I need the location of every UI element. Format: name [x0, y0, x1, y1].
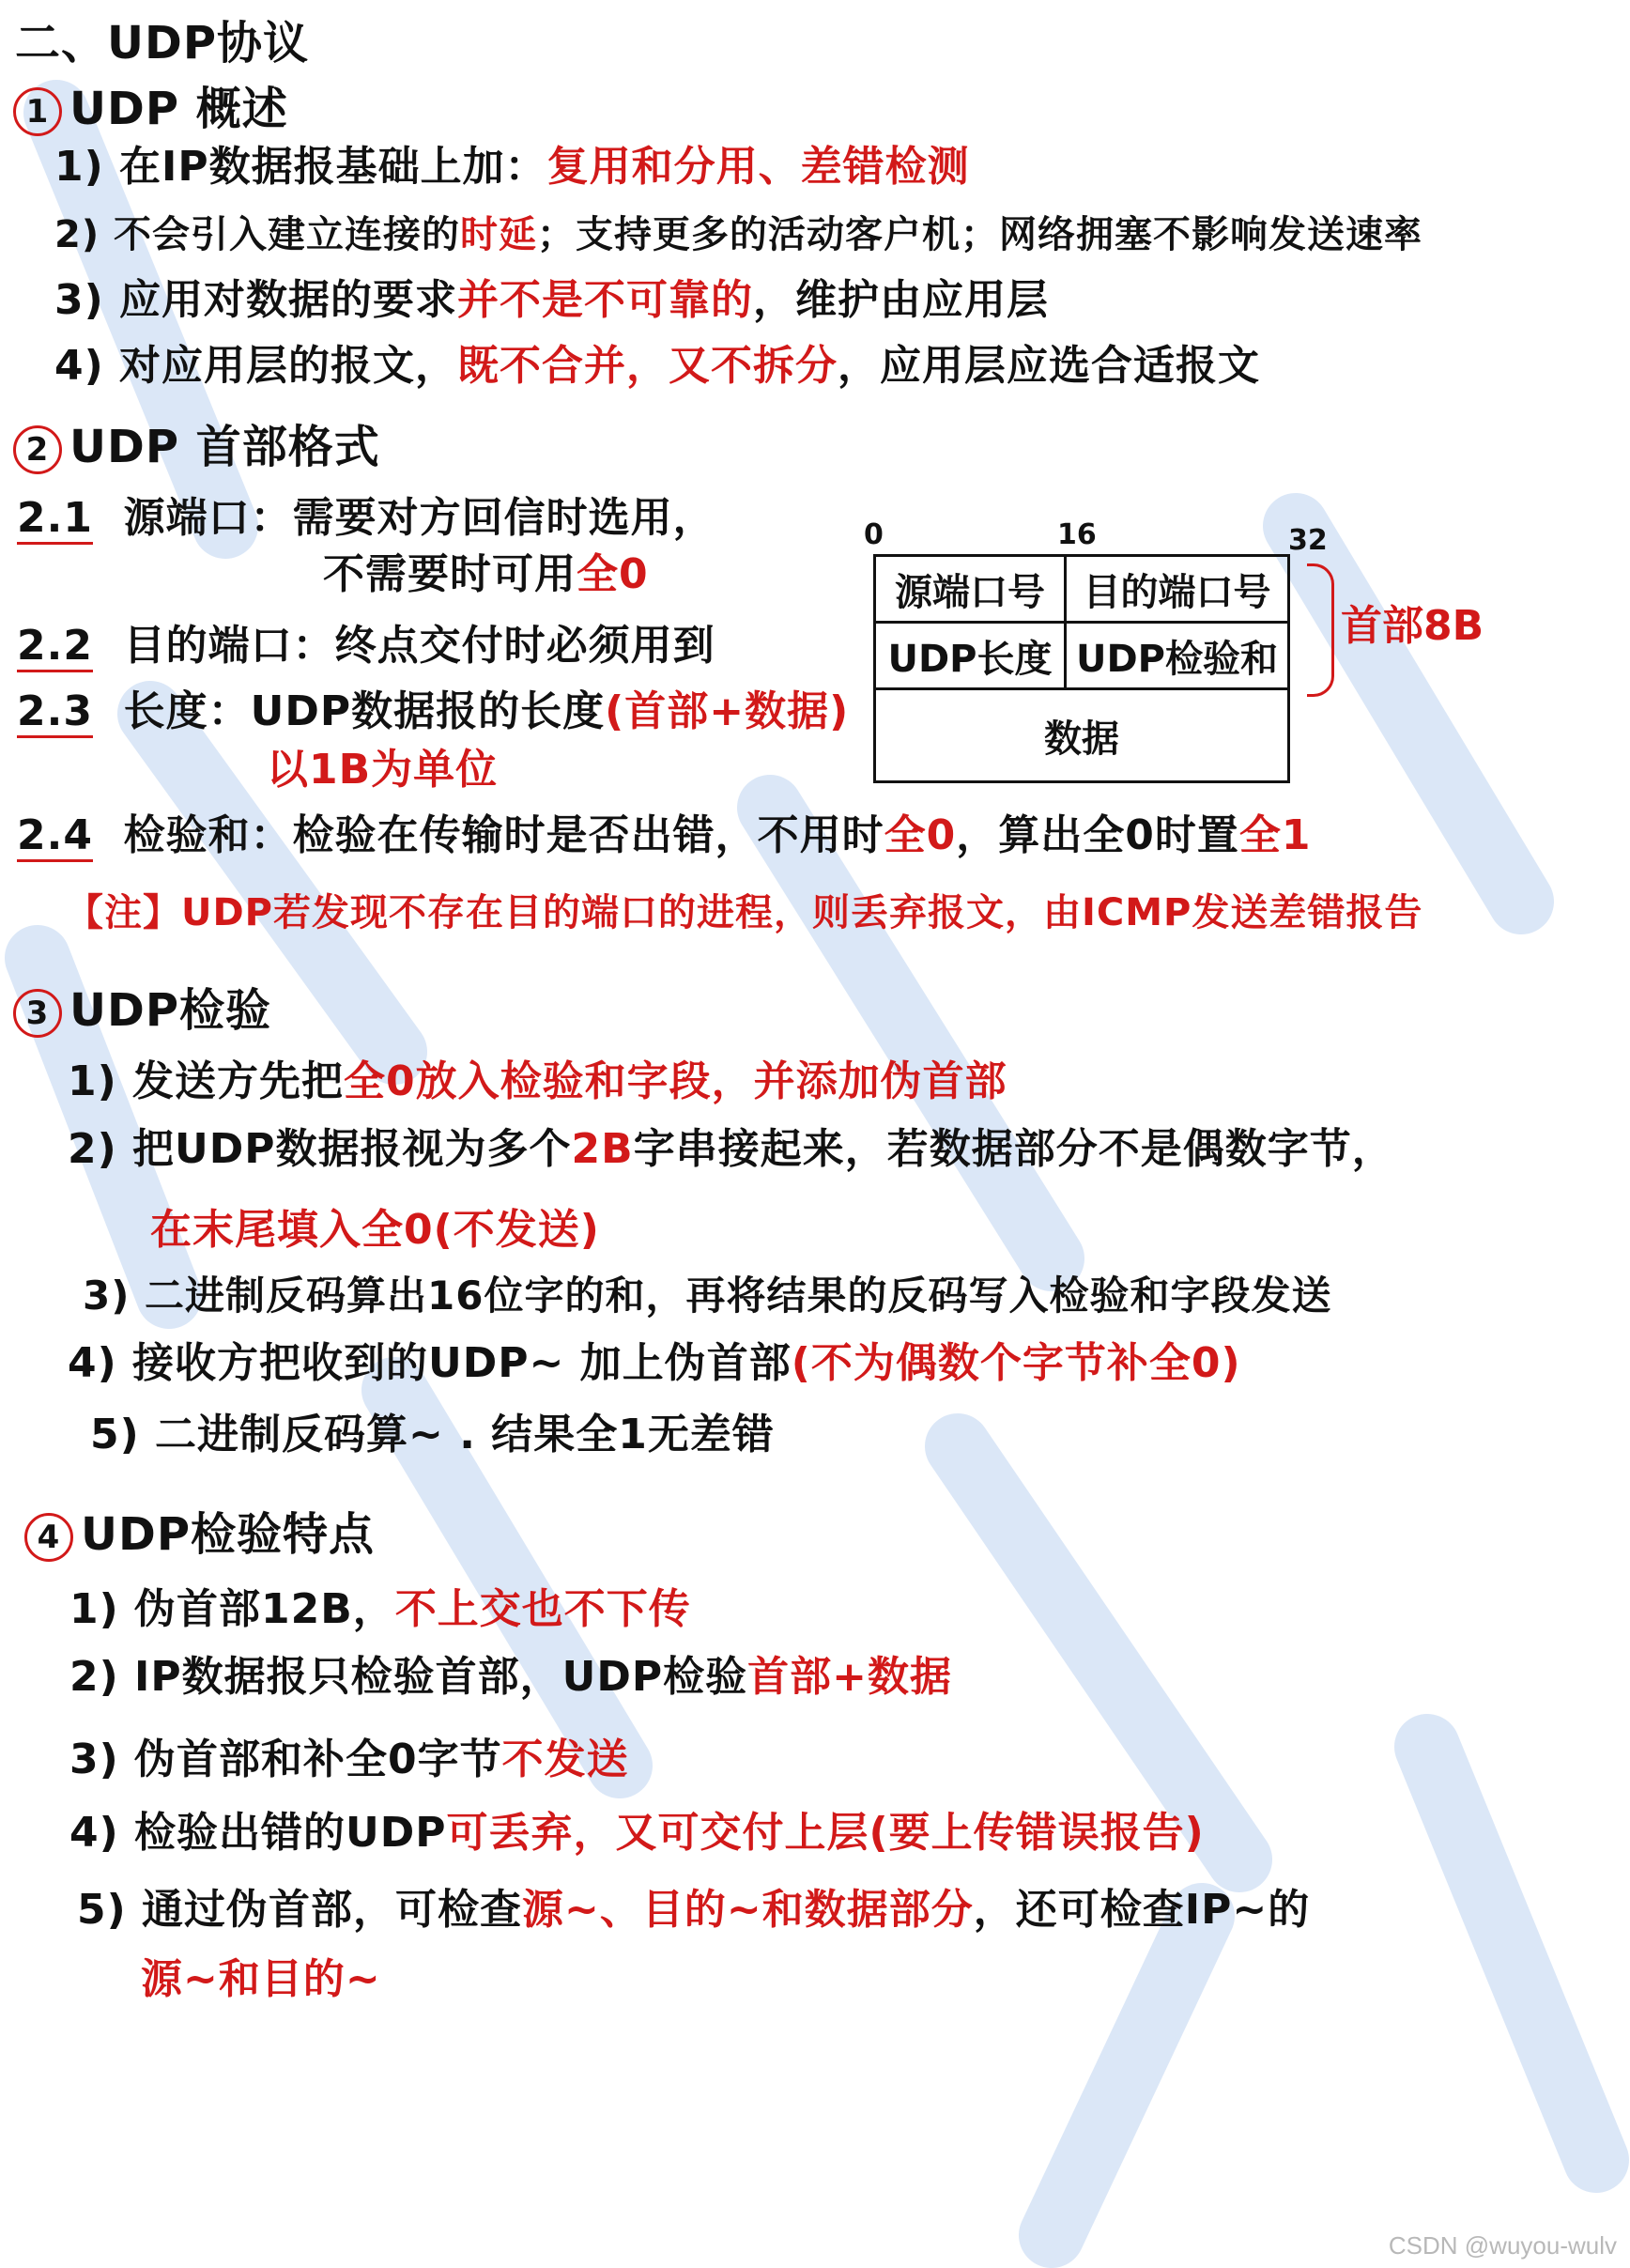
- page-title: 二、UDP协议: [15, 17, 310, 69]
- s4-item-2: 2) IP数据报只检验首部，UDP检验首部+数据: [69, 1653, 953, 1701]
- s4-item-5: 5) 通过伪首部，可检查源~、目的~和数据部分，还可检查IP~的: [77, 1886, 1311, 1934]
- section-1-heading: 1 UDP 概述: [13, 83, 288, 136]
- s4-item-3: 3) 伪首部和补全0字节不发送: [69, 1736, 629, 1783]
- s1-item-1: 1) 在IP数据报基础上加：复用和分用、差错检测: [54, 143, 970, 191]
- section-4-number: 4: [24, 1513, 73, 1562]
- cell-dest-port: 目的端口号: [1066, 556, 1289, 623]
- field-length: 2.3 长度：UDP数据报的长度(首部+数据): [17, 686, 849, 738]
- section-2-number: 2: [13, 425, 62, 474]
- bit-tick-16: 16: [1057, 518, 1097, 551]
- s1-item-2: 2) 不会引入建立连接的时延；支持更多的活动客户机；网络拥塞不影响发送速率: [54, 213, 1423, 256]
- section-2-heading: 2 UDP 首部格式: [13, 421, 380, 474]
- cell-udp-length: UDP长度: [875, 623, 1066, 689]
- cell-data: 数据: [875, 689, 1289, 782]
- section-4-heading: 4 UDP检验特点: [24, 1508, 375, 1562]
- section-3-heading: 3 UDP检验: [13, 984, 271, 1038]
- section-1-number: 1: [13, 87, 62, 136]
- s3-item-5: 5) 二进制反码算~ . 结果全1无差错: [90, 1411, 775, 1458]
- cell-udp-checksum: UDP检验和: [1066, 623, 1289, 689]
- s4-item-4: 4) 检验出错的UDP可丢弃，又可交付上层(要上传错误报告): [69, 1809, 1205, 1857]
- s3-item-1: 1) 发送方先把全0放入检验和字段，并添加伪首部: [68, 1057, 1007, 1105]
- bit-tick-0: 0: [864, 518, 884, 551]
- s4-item-1: 1) 伪首部12B，不上交也不下传: [69, 1585, 691, 1633]
- field-length-unit: 以1B为单位: [267, 746, 499, 794]
- bit-tick-32: 32: [1288, 524, 1328, 557]
- s1-item-3: 3) 应用对数据的要求并不是不可靠的，维护由应用层: [54, 276, 1050, 324]
- s4-item-5-cont: 源~和目的~: [141, 1955, 381, 2003]
- s3-item-4: 4) 接收方把收到的UDP~ 加上伪首部(不为偶数个字节补全0): [68, 1339, 1241, 1387]
- header-size-label: 首部8B: [1341, 602, 1484, 650]
- field-source-port: 2.1 源端口：需要对方回信时选用，: [17, 492, 715, 545]
- s3-item-2-cont: 在末尾填入全0(不发送): [150, 1206, 600, 1254]
- s3-item-3: 3) 二进制反码算出16位字的和，再将结果的反码写入检验和字段发送: [83, 1273, 1332, 1319]
- s3-item-2: 2) 把UDP数据报视为多个2B字串接起来，若数据部分不是偶数字节，: [68, 1125, 1394, 1173]
- header-brace: [1307, 563, 1334, 697]
- field-source-port-note: 不需要时可用全0: [323, 550, 649, 598]
- cell-source-port: 源端口号: [875, 556, 1066, 623]
- field-dest-port: 2.2 目的端口：终点交付时必须用到: [17, 620, 715, 672]
- section-3-number: 3: [13, 989, 62, 1038]
- source-credit: CSDN @wuyou-wulv: [1388, 2231, 1617, 2260]
- udp-header-diagram: [873, 554, 1290, 783]
- s1-item-4: 4) 对应用层的报文，既不合并，又不拆分，应用层应选合适报文: [54, 342, 1261, 390]
- note-icmp: 【注】UDP若发现不存在目的端口的进程，则丢弃报文，由ICMP发送差错报告: [66, 891, 1423, 934]
- field-checksum: 2.4 检验和：检验在传输时是否出错，不用时全0，算出全0时置全1: [17, 810, 1311, 862]
